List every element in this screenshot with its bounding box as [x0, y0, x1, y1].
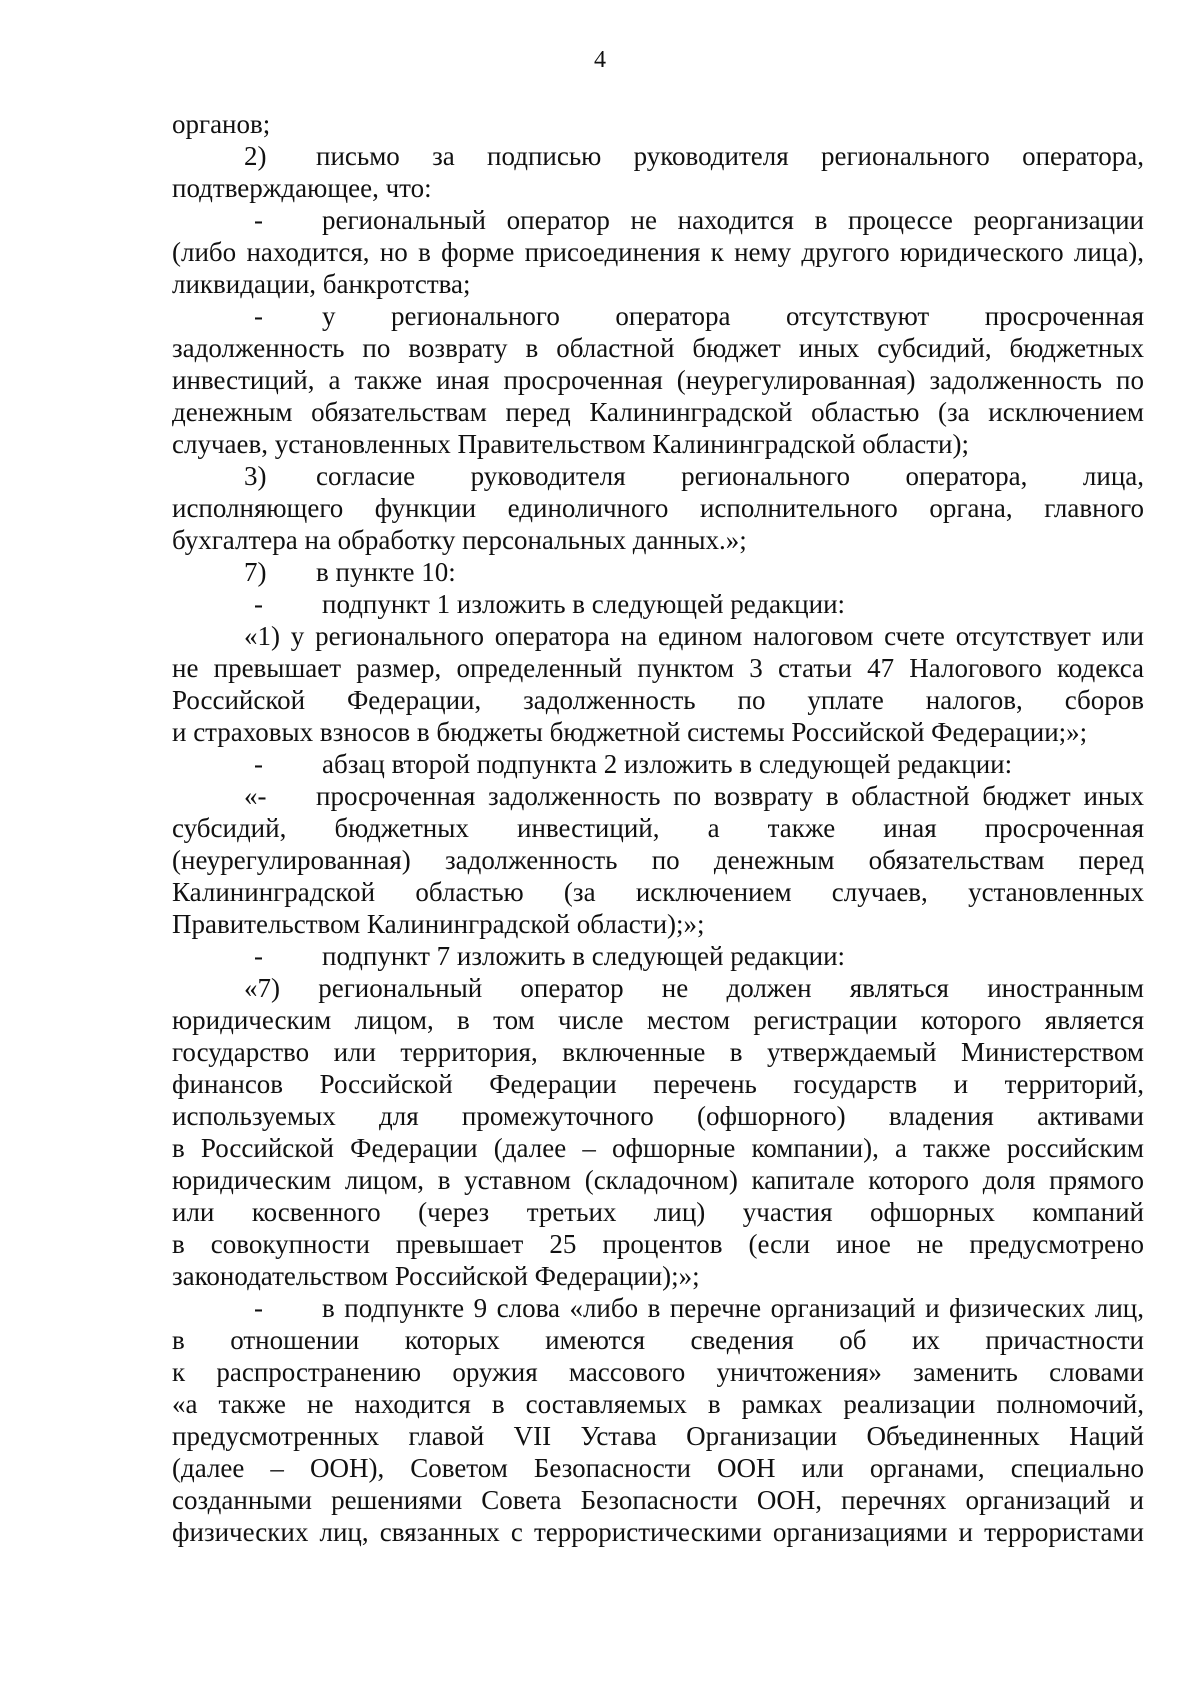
text-line: «1) у регионального оператора на едином налоговом счете отсутствует или: [244, 621, 1144, 651]
text-line: предусмотренных главой VII Устава Организации Объединенных Наций: [172, 1421, 1144, 1451]
text-line: физических лиц, связанных с террористическими организациями и террористами: [172, 1517, 1144, 1547]
text-line: субсидий, бюджетных инвестиций, а также иная просроченная: [172, 813, 1144, 843]
text-line: денежным обязательствам перед Калининградской областью (за исключением: [172, 397, 1144, 427]
text-line: - подпункт 7 изложить в следующей редакции:: [254, 941, 846, 971]
text-line: 7) в пункте 10:: [244, 557, 456, 587]
text-line: органов;: [172, 109, 271, 139]
text-line: в отношении которых имеются сведения об их причастности: [172, 1325, 1144, 1355]
list-marker: -: [254, 941, 263, 971]
text-line: исполняющего функции единоличного исполнительного органа, главного: [172, 493, 1144, 523]
text-line: - абзац второй подпункта 2 изложить в следующей редакции:: [254, 749, 1013, 779]
text-line: и страховых взносов в бюджеты бюджетной системы Российской Федерации;»;: [172, 717, 1088, 747]
text-line: задолженность по возврату в областной бюджет иных субсидий, бюджетных: [172, 333, 1144, 363]
text-line: - региональный оператор не находится в процессе реорганизации: [254, 205, 1144, 235]
list-marker: -: [254, 749, 263, 779]
text-line: - в подпункте 9 слова «либо в перечне организаций и физических лиц,: [254, 1293, 1144, 1323]
list-marker: «-: [244, 781, 267, 811]
text-line: Калининградской областью (за исключением случаев, установленных: [172, 877, 1144, 907]
text-line: государство или территория, включенные в утверждаемый Министерством: [172, 1037, 1144, 1067]
list-marker: 2): [244, 141, 267, 171]
text-line: - у регионального оператора отсутствуют просроченная: [254, 301, 1144, 331]
text-line: в Российской Федерации (далее – офшорные компании), а также российским: [172, 1133, 1144, 1163]
text-line: бухгалтера на обработку персональных данных.»;: [172, 525, 747, 555]
text-line: Правительством Калининградской области);»;: [172, 909, 705, 939]
list-marker: -: [254, 205, 263, 235]
text-line: «7) региональный оператор не должен являться иностранным: [244, 973, 1144, 1003]
text-line: финансов Российской Федерации перечень государств и территорий,: [172, 1069, 1144, 1099]
text-line: 2) письмо за подписью руководителя регионального оператора,: [244, 141, 1144, 171]
text-line: используемых для промежуточного (офшорного) владения активами: [172, 1101, 1144, 1131]
text-line: ликвидации, банкротства;: [172, 269, 471, 299]
text-line: юридическим лицом, в том числе местом регистрации которого является: [172, 1005, 1144, 1035]
list-marker: 3): [244, 461, 267, 491]
document-body: [172, 108, 1144, 1548]
text-line: инвестиций, а также иная просроченная (неурегулированная) задолженность по: [172, 365, 1144, 395]
text-line: подтверждающее, что:: [172, 173, 432, 203]
text-line: к распространению оружия массового уничтожения» заменить словами: [172, 1357, 1144, 1387]
page-number: 4: [594, 47, 606, 73]
text-line: в совокупности превышает 25 процентов (если иное не предусмотрено: [172, 1229, 1144, 1259]
text-line: (далее – ООН), Советом Безопасности ООН или органами, специально: [172, 1453, 1144, 1483]
text-line: - подпункт 1 изложить в следующей редакции:: [254, 589, 846, 619]
text-line: (неурегулированная) задолженность по денежным обязательствам перед: [172, 845, 1144, 875]
text-line: «- просроченная задолженность по возврату в областной бюджет иных: [244, 781, 1144, 811]
text-line: или косвенного (через третьих лиц) участия офшорных компаний: [172, 1197, 1144, 1227]
text-line: случаев, установленных Правительством Калининградской области);: [172, 429, 969, 459]
text-line: 3) согласие руководителя регионального оператора, лица,: [244, 461, 1144, 491]
text-line: Российской Федерации, задолженность по уплате налогов, сборов: [172, 685, 1144, 715]
text-line: законодательством Российской Федерации);»;: [172, 1261, 700, 1291]
list-marker: -: [254, 589, 263, 619]
text-line: юридическим лицом, в уставном (складочном) капитале которого доля прямого: [172, 1165, 1144, 1195]
text-line: (либо находится, но в форме присоединения к нему другого юридического лица),: [172, 237, 1144, 267]
text-line: «а также не находится в составляемых в рамках реализации полномочий,: [172, 1389, 1144, 1419]
text-line: не превышает размер, определенный пунктом 3 статьи 47 Налогового кодекса: [172, 653, 1144, 683]
list-marker: -: [254, 1293, 263, 1323]
list-marker: 7): [244, 557, 267, 587]
text-line: созданными решениями Совета Безопасности ООН, перечнях организаций и: [172, 1485, 1144, 1515]
list-marker: -: [254, 301, 263, 331]
